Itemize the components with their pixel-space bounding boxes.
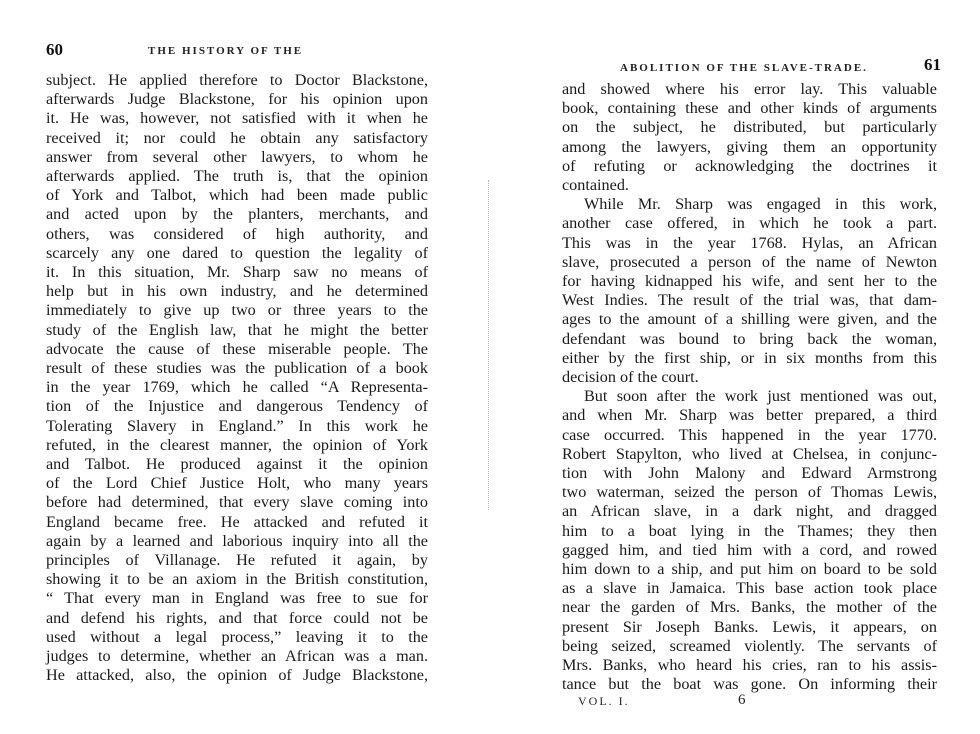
right-running-head: ABOLITION OF THE SLAVE-TRADE. (620, 62, 868, 74)
left-running-head: THE HISTORY OF THE (148, 45, 304, 57)
text-line: an African slave, in a dark night, and dragged (562, 502, 937, 521)
text-line: study of the English law, that he might the better (46, 320, 428, 339)
text-line: again by a learned and laborious inquiry into all the (46, 531, 428, 550)
text-line: answer from several other lawyers, to whom he (46, 147, 428, 166)
text-line: help but in his own industry, and he determined (46, 282, 428, 301)
text-line: immediately to give up two or three years to the (46, 301, 428, 320)
text-line: Tolerating Slavery in England.” In this work he (46, 416, 428, 435)
text-line: England became free. He attacked and refuted it (46, 512, 428, 531)
text-line: and acted upon by the planters, merchants, and (46, 205, 428, 224)
text-line: another case offered, in which he took a part. (562, 214, 937, 233)
text-line: being seized, screamed violently. The servants of (562, 636, 937, 655)
text-line: slave, prosecuted a person of the name of Newton (562, 252, 937, 271)
right-page-body (562, 80, 937, 695)
left-page-number: 60 (46, 40, 63, 59)
text-line: While Mr. Sharp was engaged in this work, (584, 195, 937, 214)
text-line: tance but the boat was gone. On informing their (562, 675, 937, 694)
text-line: But soon after the work just mentioned was out, (584, 387, 937, 406)
text-line: of York and Talbot, which had been made public (46, 186, 428, 205)
text-line: it. In this situation, Mr. Sharp saw no means of (46, 263, 428, 282)
text-line: Mrs. Banks, who heard his cries, ran to his assis- (562, 656, 937, 675)
text-line: in the year 1769, which he called “A Representa- (46, 378, 428, 397)
text-line: showing it to be an axiom in the British constitution, (46, 570, 428, 589)
text-line: on the subject, he distributed, but particularly (562, 118, 937, 137)
text-line: refuted, in the clearest manner, the opinion of York (46, 435, 428, 454)
text-line: case occurred. This happened in the year 1770. (562, 425, 937, 444)
text-line: and Talbot. He produced against it the opinion (46, 455, 428, 474)
text-line: as a slave in Jamaica. This base action took place (562, 579, 937, 598)
text-line: and defend his rights, and that force could not be (46, 608, 428, 627)
text-line: near the garden of Mrs. Banks, the mother of the (562, 598, 937, 617)
text-line: gagged him, and tied him with a cord, and rowed (562, 540, 937, 559)
text-line: This was in the year 1768. Hylas, an African (562, 233, 937, 252)
text-line: tion with John Malony and Edward Armstrong (562, 464, 937, 483)
text-line: it. He was, however, not satisfied with it when he (46, 109, 428, 128)
text-line: and showed where his error lay. This valuable (562, 80, 937, 98)
text-line: afterwards applied. The truth is, that the opinion (46, 167, 428, 186)
text-line: of refuting or acknowledging the doctrines it (562, 156, 937, 175)
text-line: “ That every man in England was free to sue for (46, 589, 428, 608)
left-page-body (46, 71, 428, 686)
text-line: advocate the cause of these miserable people. The (46, 339, 428, 358)
text-line: book, containing these and other kinds of arguments (562, 99, 937, 118)
text-line: He attacked, also, the opinion of Judge Blackstone, (46, 666, 428, 685)
text-line: principles of Villanage. He refuted it again, by (46, 551, 428, 570)
text-line: Robert Stapylton, who lived at Chelsea, in conjunc- (562, 444, 937, 463)
text-line: him down to a ship, and put him on board to be sold (562, 560, 937, 579)
right-page-number: 61 (924, 55, 941, 74)
text-line: among the lawyers, giving them an opportunity (562, 137, 937, 156)
text-line: defendant was bound to bring back the woman, (562, 329, 937, 348)
text-line: judges to determine, whether an African was a man. (46, 647, 428, 666)
text-line: used without a legal process,” leaving it to the (46, 627, 428, 646)
text-line: decision of the court. (562, 368, 699, 387)
footer-signature: 6 (738, 692, 746, 708)
text-line: result of these studies was the publication of a book (46, 359, 428, 378)
text-line: tion of the Injustice and dangerous Tendency of (46, 397, 428, 416)
text-line: others, was considered of high authority, and (46, 224, 428, 243)
text-line: West Indies. The result of the trial was, that dam- (562, 291, 937, 310)
right-page (490, 0, 980, 734)
text-line: of the Lord Chief Justice Holt, who many years (46, 474, 428, 493)
text-line: two waterman, seized the person of Thomas Lewis, (562, 483, 937, 502)
text-line: received it; nor could he obtain any satisfactory (46, 128, 428, 147)
text-line: him to a boat lying in the Thames; they then (562, 521, 937, 540)
footer-volume: VOL. I. (578, 694, 630, 708)
text-line: present Sir Joseph Banks. Lewis, it appears, on (562, 617, 937, 636)
text-line: before had determined, that every slave coming into (46, 493, 428, 512)
text-line: contained. (562, 176, 629, 195)
text-line: subject. He applied therefore to Doctor Blackstone, (46, 71, 428, 89)
text-line: ages to the amount of a shilling were given, and the (562, 310, 937, 329)
text-line: afterwards Judge Blackstone, for his opinion upon (46, 90, 428, 109)
text-line: and when Mr. Sharp was better prepared, a third (562, 406, 937, 425)
text-line: either by the first ship, or in six months from this (562, 348, 937, 367)
text-line: for having kidnapped his wife, and sent her to the (562, 272, 937, 291)
text-line: scarcely any one dared to question the legality of (46, 243, 428, 262)
